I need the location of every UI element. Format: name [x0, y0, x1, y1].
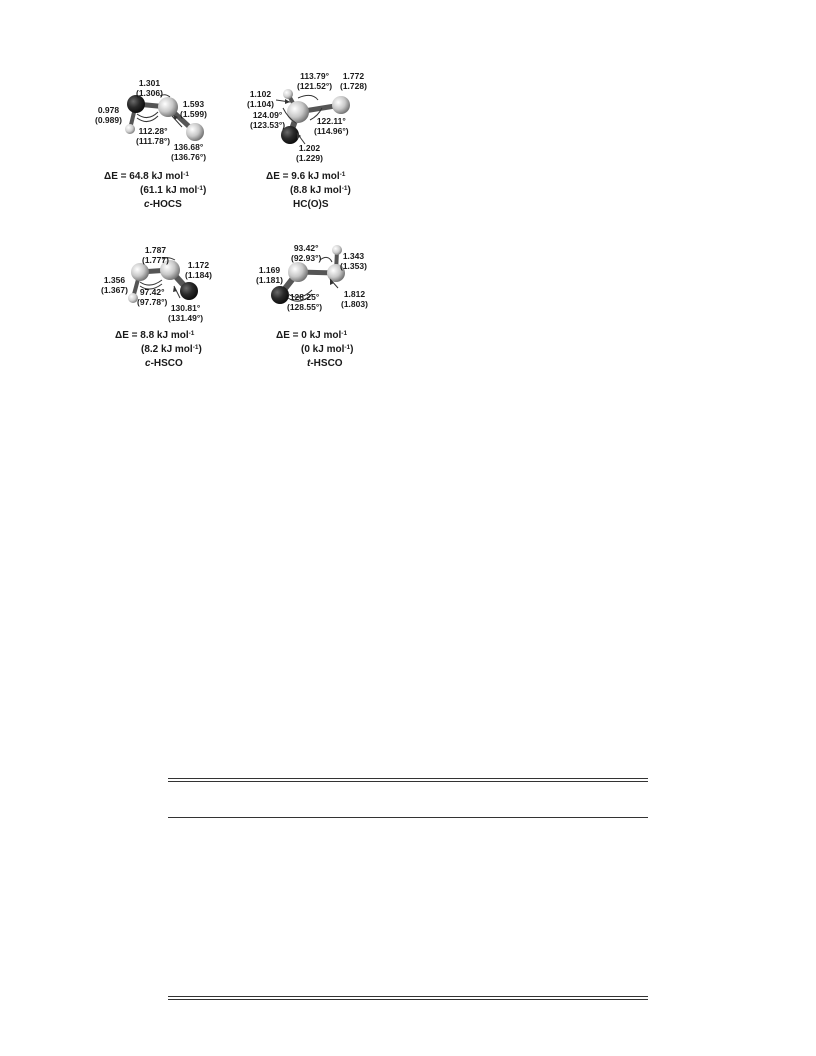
bond-length-label: 1.812 (1.803): [341, 289, 368, 309]
energy-caption: ΔE = 0 kJ mol$^{-1}$: [276, 330, 348, 341]
sulfur-atom: [131, 263, 149, 281]
energy-caption: ΔE = 9.6 kJ mol$^{-1}$: [266, 171, 346, 182]
bond-angle-label: 97.42° (97.78°): [137, 287, 168, 307]
molecule-name: c-HOCS: [144, 199, 182, 210]
bond-length-label: 1.343 (1.353): [340, 251, 367, 271]
bond-length-label: 1.772 (1.728): [340, 71, 367, 91]
energy-caption-paren: (8.2 kJ mol$^{-1}$): [141, 344, 202, 355]
table-top-rule-double: [168, 781, 648, 782]
bond-length-label: 1.301 (1.306): [136, 78, 163, 98]
bond-angle-label: 122.11° (114.96°): [314, 116, 349, 136]
sulfur-atom: [332, 96, 350, 114]
sulfur-atom: [186, 123, 204, 141]
bond-angle-label: 93.42° (92.93°): [291, 243, 322, 263]
bond-length-label: 1.172 (1.184): [185, 260, 212, 280]
carbon-atom: [287, 101, 309, 123]
table-top-rule: [168, 778, 648, 779]
carbon-atom: [288, 262, 308, 282]
bond-length-label: 1.202 (1.229): [296, 143, 323, 163]
bond-length-label: 1.102 (1.104): [247, 89, 274, 109]
bond-angle-label: 124.09° (123.53°): [250, 110, 286, 130]
bond-length-label: 1.787 (1.777): [142, 245, 169, 265]
bond-length-label: 1.169 (1.181): [256, 265, 283, 285]
table-header-rule: [168, 817, 648, 818]
bond-angle-label: 128.25° (128.55°): [287, 292, 323, 312]
energy-caption: ΔE = 8.8 kJ mol$^{-1}$: [115, 330, 195, 341]
bond-length-label: 1.356 (1.367): [101, 275, 128, 295]
energy-caption-paren: (61.1 kJ mol$^{-1}$): [140, 185, 207, 196]
bond-angle-label: 112.28° (111.78°): [136, 126, 171, 146]
energy-caption-paren: (0 kJ mol$^{-1}$): [301, 344, 354, 355]
molecule-name: c-HSCO: [145, 358, 183, 369]
molecule-figure: [0, 0, 816, 400]
molecule-name: t-HSCO: [307, 358, 343, 369]
hydrogen-atom: [125, 124, 135, 134]
bond-angle-label: 113.79° (121.52°): [297, 71, 333, 91]
energy-caption: ΔE = 64.8 kJ mol$^{-1}$: [104, 171, 189, 182]
oxygen-atom: [180, 282, 198, 300]
bond-length-label: 0.978 (0.989): [95, 105, 122, 125]
table-bottom-rule: [168, 996, 648, 997]
bond-length-label: 1.593 (1.599): [180, 99, 207, 119]
molecule-name: HC(O)S: [293, 199, 329, 210]
carbon-atom: [158, 97, 178, 117]
energy-caption-paren: (8.8 kJ mol$^{-1}$): [290, 185, 351, 196]
bond-angle-label: 136.68° (136.76°): [171, 142, 207, 162]
table-bottom-rule-double: [168, 999, 648, 1000]
bond-angle-label: 130.81° (131.49°): [168, 303, 204, 323]
hydrogen-atom: [283, 89, 293, 99]
